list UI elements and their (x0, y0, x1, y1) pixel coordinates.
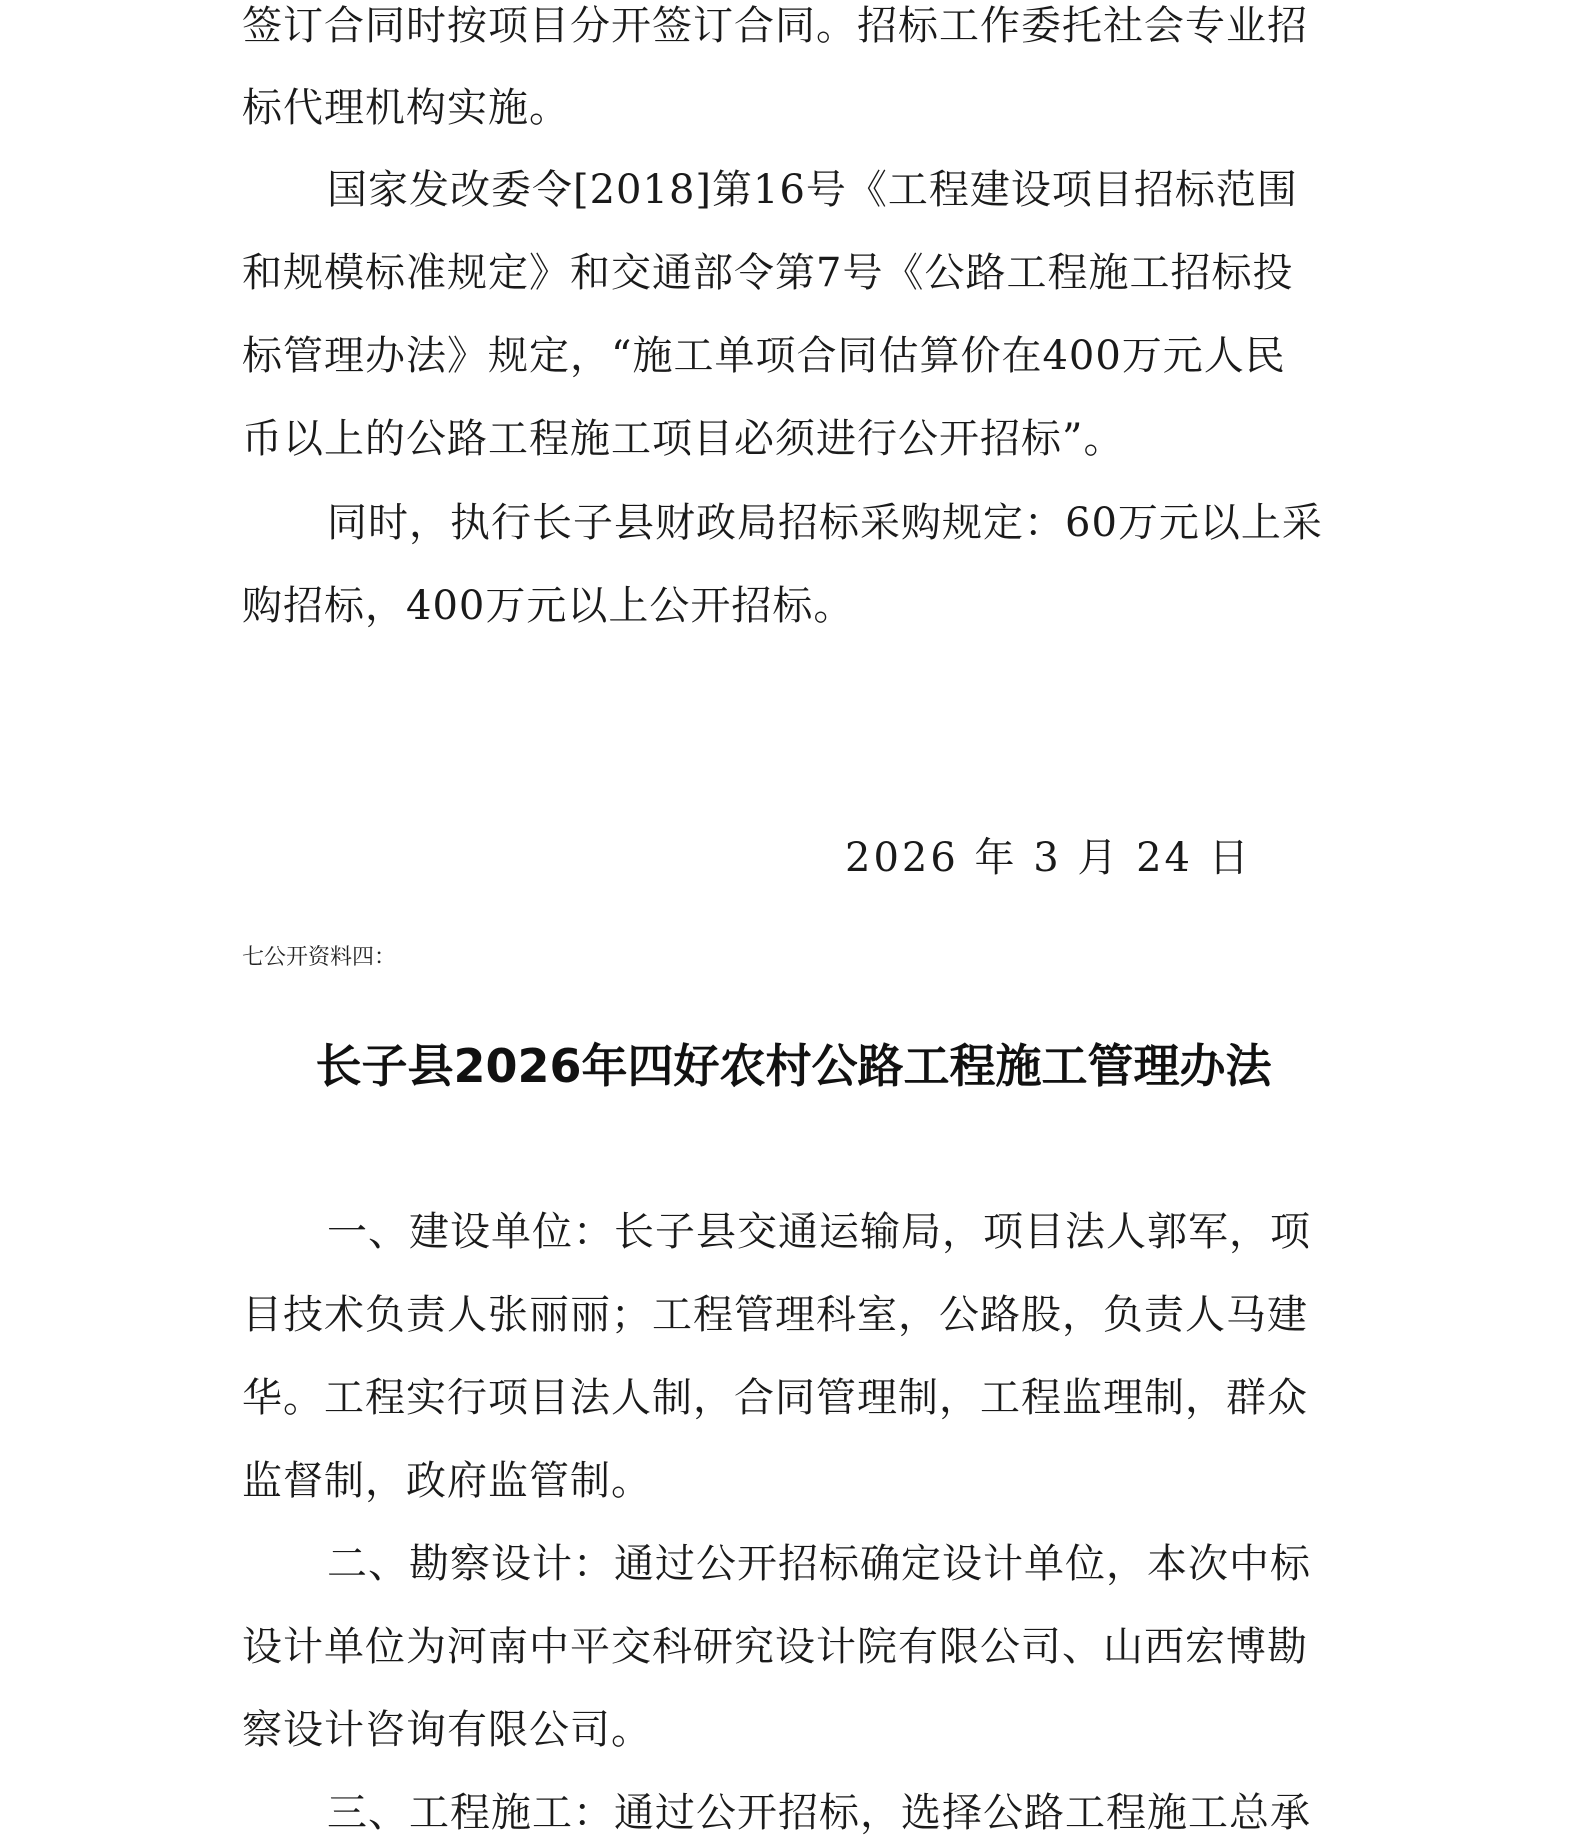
document-title: 长子县2026年四好农村公路工程施工管理办法 (315, 1039, 1272, 1093)
paragraph-line: 标管理办法》规定，“施工单项合同估算价在400万元人民 (242, 333, 1286, 379)
paragraph-line: 币以上的公路工程施工项目必须进行公开招标”。 (242, 416, 1125, 462)
paragraph-line: 标代理机构实施。 (242, 85, 570, 131)
paragraph-line: 察设计咨询有限公司。 (242, 1707, 652, 1753)
paragraph-line: 目技术负责人张丽丽；工程管理科室，公路股，负责人马建 (242, 1292, 1308, 1338)
paragraph-line: 三、工程施工：通过公开招标，选择公路工程施工总承 (327, 1790, 1311, 1836)
paragraph-line: 购招标，400万元以上公开招标。 (242, 583, 855, 629)
paragraph-line: 同时，执行长子县财政局招标采购规定：60万元以上采 (327, 500, 1323, 546)
paragraph-line: 签订合同时按项目分开签订合同。招标工作委托社会专业招 (242, 3, 1308, 49)
attachment-label: 七公开资料四： (242, 945, 397, 970)
paragraph-line: 监督制，政府监管制。 (242, 1458, 652, 1504)
paragraph-line: 华。工程实行项目法人制，合同管理制，工程监理制，群众 (242, 1375, 1308, 1421)
document-date: 2026 年 3 月 24 日 (845, 835, 1252, 881)
paragraph-line: 一、建设单位：长子县交通运输局，项目法人郭军，项 (327, 1209, 1311, 1255)
paragraph-line: 国家发改委令[2018]第16号《工程建设项目招标范围 (327, 167, 1298, 213)
paragraph-line: 和规模标准规定》和交通部令第7号《公路工程施工招标投 (242, 250, 1294, 296)
paragraph-line: 设计单位为河南中平交科研究设计院有限公司、山西宏博勘 (242, 1624, 1308, 1670)
paragraph-line: 二、勘察设计：通过公开招标确定设计单位，本次中标 (327, 1541, 1311, 1587)
